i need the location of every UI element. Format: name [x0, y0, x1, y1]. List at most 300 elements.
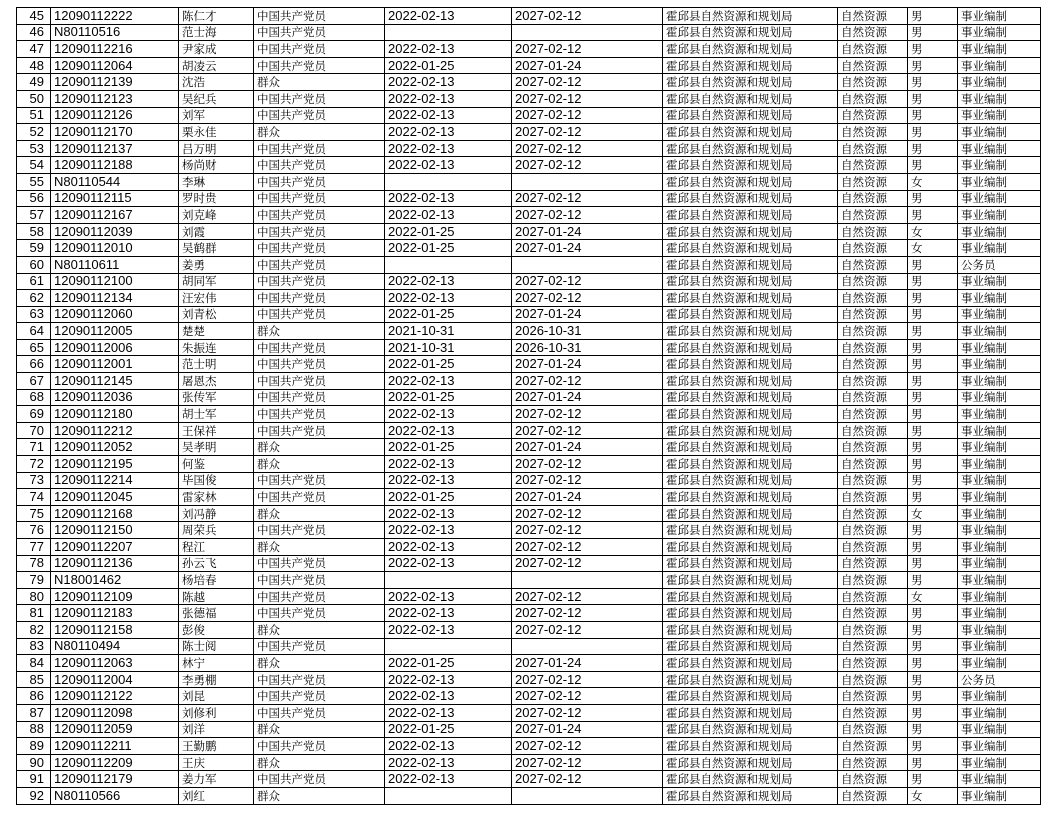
issue-date-cell: 2022-02-13	[385, 456, 512, 473]
name-cell: 汪宏伟	[179, 290, 254, 307]
row-number-cell: 52	[17, 124, 51, 141]
gender-cell: 男	[908, 190, 958, 207]
staffing-type-cell: 公务员	[958, 256, 1041, 273]
political-status-cell: 中国共产党员	[254, 356, 385, 373]
organization-cell: 霍邱县自然资源和规划局	[663, 489, 838, 506]
organization-cell: 霍邱县自然资源和规划局	[663, 704, 838, 721]
name-cell: 吴孝明	[179, 439, 254, 456]
expiry-date-cell	[512, 24, 663, 41]
expiry-date-cell: 2027-01-24	[512, 489, 663, 506]
field-cell: 自然资源	[838, 389, 908, 406]
staffing-type-cell: 事业编制	[958, 738, 1041, 755]
row-number-cell: 84	[17, 655, 51, 672]
expiry-date-cell	[512, 173, 663, 190]
field-cell: 自然资源	[838, 754, 908, 771]
organization-cell: 霍邱县自然资源和规划局	[663, 539, 838, 556]
name-cell: 刘冯静	[179, 505, 254, 522]
expiry-date-cell	[512, 638, 663, 655]
name-cell: 胡同军	[179, 273, 254, 290]
expiry-date-cell: 2027-01-24	[512, 721, 663, 738]
organization-cell: 霍邱县自然资源和规划局	[663, 173, 838, 190]
gender-cell: 男	[908, 688, 958, 705]
field-cell: 自然资源	[838, 140, 908, 157]
staffing-type-cell: 事业编制	[958, 207, 1041, 224]
field-cell: 自然资源	[838, 439, 908, 456]
certificate-number-cell: N18001462	[51, 572, 179, 589]
gender-cell: 男	[908, 655, 958, 672]
political-status-cell: 中国共产党员	[254, 472, 385, 489]
row-number-cell: 71	[17, 439, 51, 456]
political-status-cell: 群众	[254, 505, 385, 522]
name-cell: 罗时贵	[179, 190, 254, 207]
issue-date-cell: 2022-01-25	[385, 223, 512, 240]
organization-cell: 霍邱县自然资源和规划局	[663, 190, 838, 207]
row-number-cell: 60	[17, 256, 51, 273]
name-cell: 吕万明	[179, 140, 254, 157]
organization-cell: 霍邱县自然资源和规划局	[663, 90, 838, 107]
certificate-number-cell: N80110611	[51, 256, 179, 273]
table-row	[17, 74, 1041, 91]
staffing-type-cell: 事业编制	[958, 157, 1041, 174]
name-cell: 刘青松	[179, 306, 254, 323]
field-cell: 自然资源	[838, 422, 908, 439]
expiry-date-cell: 2026-10-31	[512, 339, 663, 356]
field-cell: 自然资源	[838, 339, 908, 356]
row-number-cell: 75	[17, 505, 51, 522]
name-cell: 刘修利	[179, 704, 254, 721]
organization-cell: 霍邱县自然资源和规划局	[663, 124, 838, 141]
political-status-cell: 中国共产党员	[254, 389, 385, 406]
expiry-date-cell: 2027-02-12	[512, 290, 663, 307]
table-row	[17, 24, 1041, 41]
row-number-cell: 74	[17, 489, 51, 506]
issue-date-cell	[385, 787, 512, 804]
certificate-number-cell: N80110544	[51, 173, 179, 190]
staffing-type-cell: 事业编制	[958, 588, 1041, 605]
political-status-cell: 群众	[254, 456, 385, 473]
issue-date-cell: 2022-02-13	[385, 555, 512, 572]
table-row	[17, 638, 1041, 655]
expiry-date-cell: 2026-10-31	[512, 323, 663, 340]
gender-cell: 男	[908, 207, 958, 224]
staffing-type-cell: 事业编制	[958, 754, 1041, 771]
organization-cell: 霍邱县自然资源和规划局	[663, 57, 838, 74]
name-cell: 王庆	[179, 754, 254, 771]
row-number-cell: 62	[17, 290, 51, 307]
issue-date-cell: 2022-02-13	[385, 605, 512, 622]
field-cell: 自然资源	[838, 157, 908, 174]
field-cell: 自然资源	[838, 273, 908, 290]
staffing-type-cell: 事业编制	[958, 472, 1041, 489]
organization-cell: 霍邱县自然资源和规划局	[663, 655, 838, 672]
organization-cell: 霍邱县自然资源和规划局	[663, 356, 838, 373]
field-cell: 自然资源	[838, 90, 908, 107]
political-status-cell: 中国共产党员	[254, 24, 385, 41]
field-cell: 自然资源	[838, 190, 908, 207]
gender-cell: 女	[908, 787, 958, 804]
table-row	[17, 688, 1041, 705]
certificate-number-cell: 12090112167	[51, 207, 179, 224]
table-row	[17, 240, 1041, 257]
gender-cell: 男	[908, 572, 958, 589]
table-row	[17, 57, 1041, 74]
row-number-cell: 92	[17, 787, 51, 804]
gender-cell: 男	[908, 273, 958, 290]
table-row	[17, 655, 1041, 672]
row-number-cell: 82	[17, 621, 51, 638]
organization-cell: 霍邱县自然资源和规划局	[663, 389, 838, 406]
organization-cell: 霍邱县自然资源和规划局	[663, 207, 838, 224]
certificate-number-cell: 12090112179	[51, 771, 179, 788]
name-cell: 周荣兵	[179, 522, 254, 539]
table-row	[17, 207, 1041, 224]
political-status-cell: 中国共产党员	[254, 8, 385, 25]
organization-cell: 霍邱县自然资源和规划局	[663, 456, 838, 473]
issue-date-cell: 2021-10-31	[385, 339, 512, 356]
gender-cell: 男	[908, 555, 958, 572]
certificate-number-cell: 12090112170	[51, 124, 179, 141]
expiry-date-cell: 2027-02-12	[512, 754, 663, 771]
row-number-cell: 54	[17, 157, 51, 174]
staffing-type-cell: 事业编制	[958, 389, 1041, 406]
row-number-cell: 65	[17, 339, 51, 356]
expiry-date-cell: 2027-02-12	[512, 373, 663, 390]
field-cell: 自然资源	[838, 8, 908, 25]
issue-date-cell: 2022-02-13	[385, 41, 512, 58]
staffing-type-cell: 事业编制	[958, 57, 1041, 74]
table-row	[17, 704, 1041, 721]
political-status-cell: 中国共产党员	[254, 240, 385, 257]
issue-date-cell: 2022-02-13	[385, 8, 512, 25]
expiry-date-cell: 2027-02-12	[512, 456, 663, 473]
political-status-cell: 群众	[254, 721, 385, 738]
gender-cell: 男	[908, 24, 958, 41]
political-status-cell: 中国共产党员	[254, 107, 385, 124]
table-row	[17, 505, 1041, 522]
issue-date-cell: 2022-01-25	[385, 389, 512, 406]
gender-cell: 女	[908, 505, 958, 522]
organization-cell: 霍邱县自然资源和规划局	[663, 688, 838, 705]
row-number-cell: 59	[17, 240, 51, 257]
gender-cell: 男	[908, 456, 958, 473]
political-status-cell: 中国共产党员	[254, 422, 385, 439]
field-cell: 自然资源	[838, 240, 908, 257]
row-number-cell: 88	[17, 721, 51, 738]
name-cell: 朱振连	[179, 339, 254, 356]
organization-cell: 霍邱县自然资源和规划局	[663, 240, 838, 257]
expiry-date-cell: 2027-02-12	[512, 273, 663, 290]
table-row	[17, 522, 1041, 539]
row-number-cell: 49	[17, 74, 51, 91]
row-number-cell: 70	[17, 422, 51, 439]
organization-cell: 霍邱县自然资源和规划局	[663, 572, 838, 589]
field-cell: 自然资源	[838, 456, 908, 473]
staffing-type-cell: 事业编制	[958, 107, 1041, 124]
field-cell: 自然资源	[838, 306, 908, 323]
political-status-cell: 群众	[254, 439, 385, 456]
expiry-date-cell: 2027-02-12	[512, 207, 663, 224]
expiry-date-cell: 2027-01-24	[512, 356, 663, 373]
organization-cell: 霍邱县自然资源和规划局	[663, 771, 838, 788]
certificate-number-cell: N80110516	[51, 24, 179, 41]
certificate-number-cell: 12090112064	[51, 57, 179, 74]
row-number-cell: 68	[17, 389, 51, 406]
expiry-date-cell: 2027-02-12	[512, 588, 663, 605]
field-cell: 自然资源	[838, 522, 908, 539]
issue-date-cell: 2022-02-13	[385, 738, 512, 755]
table-row	[17, 422, 1041, 439]
political-status-cell: 群众	[254, 323, 385, 340]
staffing-type-cell: 事业编制	[958, 621, 1041, 638]
table-row	[17, 738, 1041, 755]
expiry-date-cell: 2027-01-24	[512, 223, 663, 240]
political-status-cell: 中国共产党员	[254, 605, 385, 622]
issue-date-cell: 2022-02-13	[385, 406, 512, 423]
staffing-type-cell: 事业编制	[958, 290, 1041, 307]
staffing-type-cell: 事业编制	[958, 688, 1041, 705]
row-number-cell: 80	[17, 588, 51, 605]
field-cell: 自然资源	[838, 555, 908, 572]
issue-date-cell: 2022-01-25	[385, 306, 512, 323]
issue-date-cell: 2022-02-13	[385, 704, 512, 721]
field-cell: 自然资源	[838, 74, 908, 91]
political-status-cell: 中国共产党员	[254, 704, 385, 721]
political-status-cell: 中国共产党员	[254, 588, 385, 605]
name-cell: 胡凌云	[179, 57, 254, 74]
organization-cell: 霍邱县自然资源和规划局	[663, 273, 838, 290]
gender-cell: 男	[908, 638, 958, 655]
gender-cell: 男	[908, 373, 958, 390]
organization-cell: 霍邱县自然资源和规划局	[663, 439, 838, 456]
field-cell: 自然资源	[838, 655, 908, 672]
political-status-cell: 中国共产党员	[254, 190, 385, 207]
issue-date-cell: 2021-10-31	[385, 323, 512, 340]
staffing-type-cell: 事业编制	[958, 539, 1041, 556]
gender-cell: 男	[908, 140, 958, 157]
organization-cell: 霍邱县自然资源和规划局	[663, 24, 838, 41]
staffing-type-cell: 事业编制	[958, 787, 1041, 804]
political-status-cell: 中国共产党员	[254, 771, 385, 788]
row-number-cell: 64	[17, 323, 51, 340]
organization-cell: 霍邱县自然资源和规划局	[663, 721, 838, 738]
certificate-number-cell: 12090112052	[51, 439, 179, 456]
table-row	[17, 290, 1041, 307]
issue-date-cell	[385, 256, 512, 273]
staffing-type-cell: 事业编制	[958, 140, 1041, 157]
field-cell: 自然资源	[838, 771, 908, 788]
organization-cell: 霍邱县自然资源和规划局	[663, 638, 838, 655]
name-cell: 程江	[179, 539, 254, 556]
organization-cell: 霍邱县自然资源和规划局	[663, 339, 838, 356]
political-status-cell: 群众	[254, 655, 385, 672]
name-cell: 栗永佳	[179, 124, 254, 141]
issue-date-cell: 2022-02-13	[385, 671, 512, 688]
organization-cell: 霍邱县自然资源和规划局	[663, 605, 838, 622]
field-cell: 自然资源	[838, 57, 908, 74]
staffing-type-cell: 事业编制	[958, 240, 1041, 257]
certificate-number-cell: 12090112122	[51, 688, 179, 705]
issue-date-cell: 2022-01-25	[385, 240, 512, 257]
table-row	[17, 273, 1041, 290]
expiry-date-cell: 2027-02-12	[512, 157, 663, 174]
certificate-number-cell: 12090112145	[51, 373, 179, 390]
field-cell: 自然资源	[838, 721, 908, 738]
political-status-cell: 中国共产党员	[254, 223, 385, 240]
organization-cell: 霍邱县自然资源和规划局	[663, 223, 838, 240]
field-cell: 自然资源	[838, 256, 908, 273]
issue-date-cell: 2022-02-13	[385, 90, 512, 107]
expiry-date-cell: 2027-02-12	[512, 671, 663, 688]
issue-date-cell: 2022-01-25	[385, 439, 512, 456]
organization-cell: 霍邱县自然资源和规划局	[663, 406, 838, 423]
expiry-date-cell: 2027-02-12	[512, 406, 663, 423]
field-cell: 自然资源	[838, 605, 908, 622]
expiry-date-cell: 2027-01-24	[512, 57, 663, 74]
gender-cell: 男	[908, 539, 958, 556]
certificate-number-cell: 12090112063	[51, 655, 179, 672]
row-number-cell: 79	[17, 572, 51, 589]
name-cell: 陈士阅	[179, 638, 254, 655]
table-row	[17, 472, 1041, 489]
issue-date-cell: 2022-02-13	[385, 290, 512, 307]
staffing-type-cell: 事业编制	[958, 173, 1041, 190]
row-number-cell: 73	[17, 472, 51, 489]
issue-date-cell: 2022-02-13	[385, 771, 512, 788]
expiry-date-cell: 2027-01-24	[512, 306, 663, 323]
gender-cell: 男	[908, 323, 958, 340]
field-cell: 自然资源	[838, 489, 908, 506]
staffing-type-cell: 事业编制	[958, 522, 1041, 539]
staffing-type-cell: 事业编制	[958, 638, 1041, 655]
table-row	[17, 754, 1041, 771]
field-cell: 自然资源	[838, 588, 908, 605]
field-cell: 自然资源	[838, 704, 908, 721]
table-row	[17, 787, 1041, 804]
organization-cell: 霍邱县自然资源和规划局	[663, 306, 838, 323]
political-status-cell: 群众	[254, 74, 385, 91]
certificate-number-cell: 12090112168	[51, 505, 179, 522]
issue-date-cell: 2022-02-13	[385, 522, 512, 539]
row-number-cell: 69	[17, 406, 51, 423]
staffing-type-cell: 事业编制	[958, 339, 1041, 356]
table-row	[17, 356, 1041, 373]
political-status-cell: 中国共产党员	[254, 522, 385, 539]
name-cell: 王保祥	[179, 422, 254, 439]
issue-date-cell: 2022-02-13	[385, 373, 512, 390]
certificate-number-cell: 12090112136	[51, 555, 179, 572]
name-cell: 雷家林	[179, 489, 254, 506]
row-number-cell: 91	[17, 771, 51, 788]
issue-date-cell: 2022-01-25	[385, 356, 512, 373]
expiry-date-cell: 2027-02-12	[512, 41, 663, 58]
expiry-date-cell: 2027-02-12	[512, 107, 663, 124]
staffing-type-cell: 事业编制	[958, 406, 1041, 423]
political-status-cell: 中国共产党员	[254, 572, 385, 589]
row-number-cell: 46	[17, 24, 51, 41]
gender-cell: 男	[908, 339, 958, 356]
staffing-type-cell: 事业编制	[958, 24, 1041, 41]
name-cell: 陈越	[179, 588, 254, 605]
gender-cell: 男	[908, 124, 958, 141]
name-cell: 杨尚财	[179, 157, 254, 174]
name-cell: 姜勇	[179, 256, 254, 273]
certificate-number-cell: 12090112098	[51, 704, 179, 721]
name-cell: 刘克峰	[179, 207, 254, 224]
field-cell: 自然资源	[838, 688, 908, 705]
name-cell: 彭俊	[179, 621, 254, 638]
name-cell: 王勤鹏	[179, 738, 254, 755]
expiry-date-cell: 2027-02-12	[512, 505, 663, 522]
gender-cell: 男	[908, 41, 958, 58]
name-cell: 孙云飞	[179, 555, 254, 572]
issue-date-cell: 2022-02-13	[385, 107, 512, 124]
table-row	[17, 8, 1041, 25]
name-cell: 刘红	[179, 787, 254, 804]
staffing-type-cell: 事业编制	[958, 505, 1041, 522]
issue-date-cell: 2022-02-13	[385, 539, 512, 556]
gender-cell: 女	[908, 588, 958, 605]
expiry-date-cell: 2027-02-12	[512, 688, 663, 705]
certificate-number-cell: 12090112216	[51, 41, 179, 58]
table-row	[17, 90, 1041, 107]
organization-cell: 霍邱县自然资源和规划局	[663, 157, 838, 174]
expiry-date-cell: 2027-02-12	[512, 8, 663, 25]
certificate-number-cell: 12090112195	[51, 456, 179, 473]
row-number-cell: 63	[17, 306, 51, 323]
organization-cell: 霍邱县自然资源和规划局	[663, 754, 838, 771]
issue-date-cell: 2022-02-13	[385, 273, 512, 290]
field-cell: 自然资源	[838, 223, 908, 240]
political-status-cell: 中国共产党员	[254, 406, 385, 423]
certificate-number-cell: 12090112004	[51, 671, 179, 688]
expiry-date-cell	[512, 572, 663, 589]
staffing-type-cell: 事业编制	[958, 90, 1041, 107]
gender-cell: 男	[908, 472, 958, 489]
name-cell: 张德福	[179, 605, 254, 622]
organization-cell: 霍邱县自然资源和规划局	[663, 140, 838, 157]
staffing-type-cell: 事业编制	[958, 190, 1041, 207]
gender-cell: 男	[908, 290, 958, 307]
expiry-date-cell: 2027-02-12	[512, 124, 663, 141]
issue-date-cell: 2022-02-13	[385, 588, 512, 605]
political-status-cell: 中国共产党员	[254, 671, 385, 688]
table-row	[17, 256, 1041, 273]
staffing-type-cell: 事业编制	[958, 41, 1041, 58]
political-status-cell: 中国共产党员	[254, 207, 385, 224]
certificate-number-cell: 12090112222	[51, 8, 179, 25]
expiry-date-cell: 2027-02-12	[512, 704, 663, 721]
political-status-cell: 中国共产党员	[254, 273, 385, 290]
certificate-number-cell: 12090112214	[51, 472, 179, 489]
field-cell: 自然资源	[838, 290, 908, 307]
table-row	[17, 621, 1041, 638]
name-cell: 林宁	[179, 655, 254, 672]
certificate-number-cell: 12090112209	[51, 754, 179, 771]
gender-cell: 男	[908, 57, 958, 74]
expiry-date-cell	[512, 256, 663, 273]
political-status-cell: 中国共产党员	[254, 738, 385, 755]
table-row	[17, 389, 1041, 406]
issue-date-cell	[385, 638, 512, 655]
certificate-number-cell: 12090112134	[51, 290, 179, 307]
staffing-type-cell: 事业编制	[958, 489, 1041, 506]
row-number-cell: 47	[17, 41, 51, 58]
staffing-type-cell: 事业编制	[958, 439, 1041, 456]
name-cell: 刘昆	[179, 688, 254, 705]
political-status-cell: 中国共产党员	[254, 306, 385, 323]
gender-cell: 男	[908, 306, 958, 323]
staffing-type-cell: 事业编制	[958, 555, 1041, 572]
